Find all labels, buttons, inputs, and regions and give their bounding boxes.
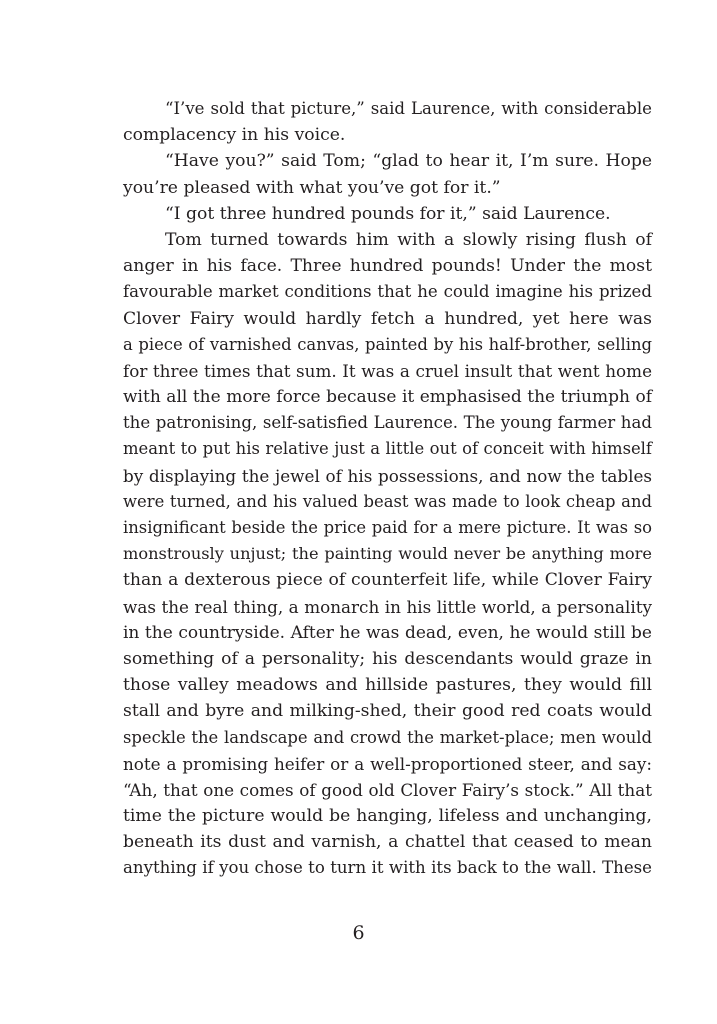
body-text — [123, 96, 652, 882]
text-line: those valley meadows and hillside pastures, they would fill — [123, 675, 652, 696]
text-line: the patronising, self-satisfied Laurence. The young farmer had — [123, 413, 652, 433]
text-line: “I’ve sold that picture,” said Laurence, with considerable — [165, 99, 652, 118]
text-line: than a dexterous piece of counterfeit life, while Clover Fairy — [123, 570, 652, 591]
text-line: was the real thing, a monarch in his little world, a personality — [123, 596, 652, 617]
text-line: favourable market conditions that he could imagine his prized — [123, 282, 652, 302]
text-line: you’re pleased with what you’ve got for it.” — [123, 177, 501, 198]
text-line: monstrously unjust; the painting would never be anything more — [123, 544, 652, 564]
text-line: something of a personality; his descendants would graze in — [123, 648, 652, 669]
text-line: in the countryside. After he was dead, even, he would still be — [123, 622, 652, 643]
text-line: anger in his face. Three hundred pounds! Under the most — [123, 256, 652, 277]
text-line: by displaying the jewel of his possessions, and now the tables — [123, 465, 652, 486]
text-line: anything if you chose to turn it with its back to the wall. These — [123, 858, 652, 878]
text-line: note a promising heifer or a well-proportioned steer, and say: — [123, 753, 652, 774]
text-line: insignificant beside the price paid for a mere picture. It was so — [123, 518, 652, 537]
text-line: time the picture would be hanging, lifeless and unchanging, — [123, 806, 652, 827]
text-line: “Ah, that one comes of good old Clover Fairy’s stock.” All that — [123, 779, 652, 800]
text-line: with all the more force because it emphasised the triumph of — [123, 387, 652, 408]
text-line: Clover Fairy would hardly fetch a hundred, yet here was — [123, 308, 652, 329]
text-line: were turned, and his valued beast was made to look cheap and — [123, 491, 652, 511]
text-line: Tom turned towards him with a slowly rising flush of — [165, 229, 652, 250]
text-line: stall and byre and milking-shed, their good red coats would — [123, 701, 652, 722]
text-line: complacency in his voice. — [123, 125, 346, 146]
text-line: “Have you?” said Tom; “glad to hear it, I’m sure. Hope — [165, 151, 652, 172]
text-line: meant to put his relative just a little out of conceit with himself — [123, 439, 652, 459]
text-line: “I got three hundred pounds for it,” said Laurence. — [165, 203, 611, 224]
text-line: for three times that sum. It was a cruel insult that went home — [123, 360, 652, 381]
page-number: 6 — [352, 922, 365, 944]
text-line: beneath its dust and varnish, a chattel that ceased to mean — [123, 832, 652, 853]
text-line: speckle the landscape and crowd the market-place; men would — [123, 727, 652, 747]
text-line: a piece of varnished canvas, painted by his half-brother, selling — [123, 334, 652, 354]
